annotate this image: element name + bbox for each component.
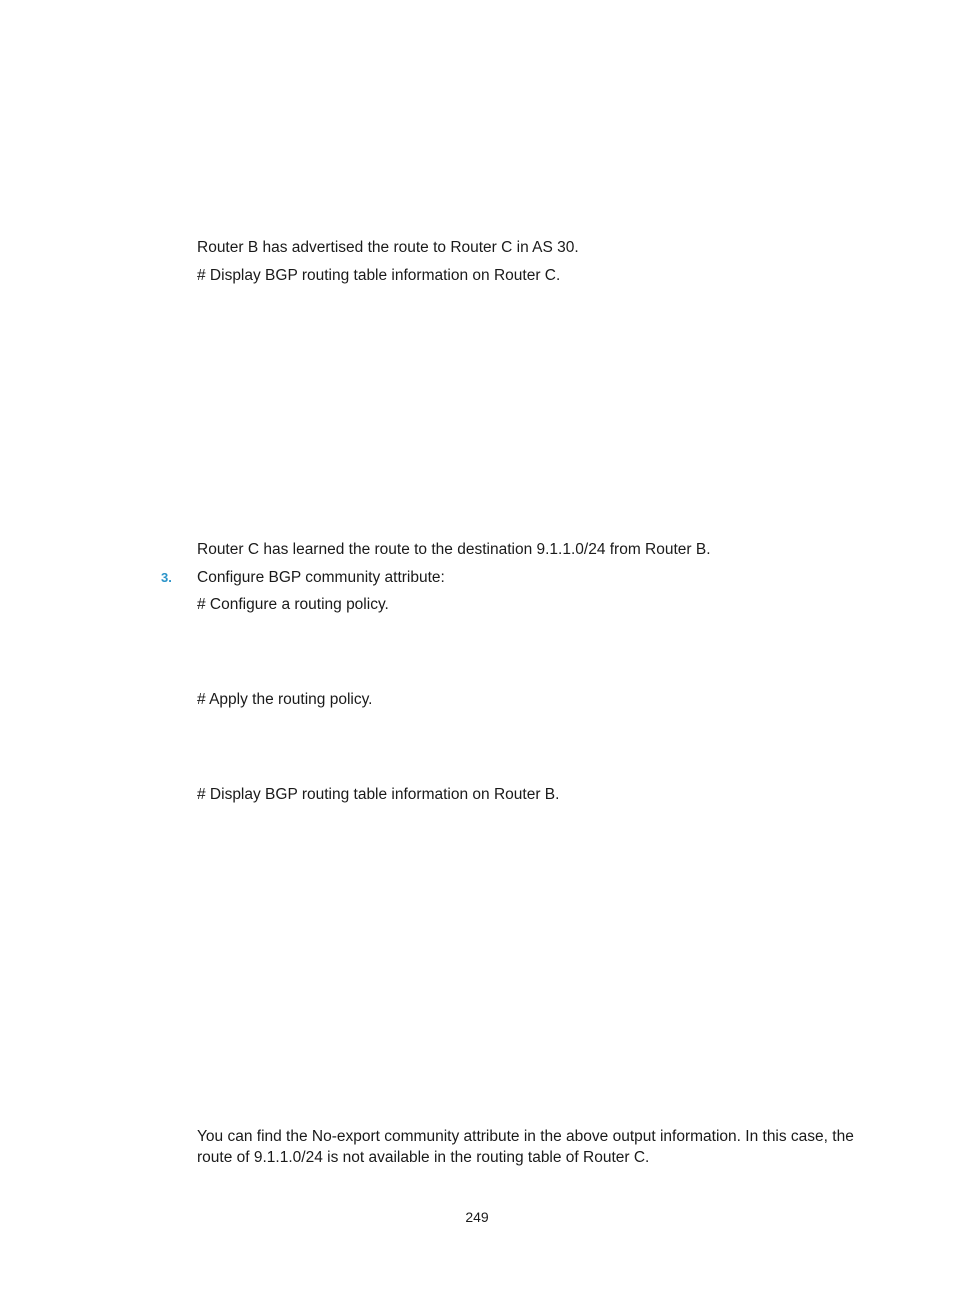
- text-apply-routing-policy: # Apply the routing policy.: [197, 691, 373, 708]
- page-number: 249: [465, 1209, 489, 1225]
- text-configure-routing-policy: # Configure a routing policy.: [197, 596, 389, 613]
- text-display-bgp-router-c: # Display BGP routing table information on Router C.: [197, 267, 561, 284]
- text-display-bgp-router-b: # Display BGP routing table information on Router B.: [197, 786, 560, 803]
- text-no-export-explanation: You can find the No-export community attribute in the above output information. In this case, the route of 9.1.1.0/24 is not available in the routing table of Router C.: [197, 1128, 854, 1166]
- text-router-c-learned: Router C has learned the route to the destination 9.1.1.0/24 from Router B.: [197, 541, 711, 558]
- step-number: 3.: [161, 570, 172, 585]
- text-router-b-advertised: Router B has advertised the route to Router C in AS 30.: [197, 239, 579, 256]
- step-text-configure-community: Configure BGP community attribute:: [197, 569, 445, 586]
